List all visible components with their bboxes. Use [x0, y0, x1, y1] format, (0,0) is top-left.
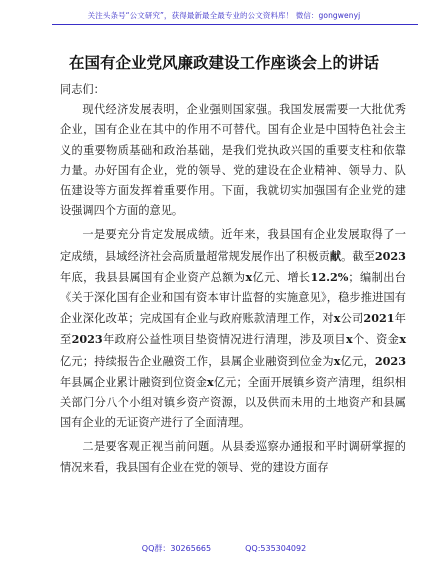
paragraph-text: x	[333, 353, 341, 368]
paragraph-text: 2021	[363, 311, 395, 326]
paragraph-text: 12.2%	[310, 269, 349, 284]
footer	[0, 543, 448, 554]
paragraph-text: 2023	[71, 332, 103, 347]
paragraph	[60, 437, 406, 477]
paragraph-text: 一是要充分肯定发展成绩。近年来，我县国有企业发展取得了一定成绩，县域经济社会高质量超常规发展作出了积极贡	[60, 228, 406, 263]
header-note: 关注头条号“公文研究”，获得最新最全最专业的公文资料库！ 微信：gongwenyj	[87, 11, 361, 20]
paragraph-text: x	[333, 311, 341, 326]
paragraph-text: 献	[329, 248, 342, 263]
header-divider	[52, 24, 418, 25]
paragraph-text: 年政府公益性项目垫资情况进行清理，涉及项目	[102, 333, 346, 347]
paragraph-list	[60, 100, 406, 478]
paragraph-text: 个、资金	[352, 333, 400, 347]
paragraph-text: x	[345, 332, 353, 347]
paragraph-text: 年至	[60, 312, 406, 347]
footer-qq: QQ:535304092	[245, 544, 307, 553]
salutation: 同志们：	[60, 83, 105, 96]
paragraph-text: 亿元，	[340, 354, 375, 368]
paragraph	[60, 225, 406, 433]
footer-qq-group: QQ群：30265665	[141, 544, 212, 553]
document-body	[60, 80, 406, 478]
paragraph-text: 亿元；持续报告企业融资工作，县属企业融资到位金为	[60, 354, 334, 368]
document-title: 在国有企业党风廉政建设工作座谈会上的讲话	[68, 54, 379, 72]
paragraph-text: x	[207, 374, 214, 389]
paragraph-text: 公司	[340, 312, 364, 326]
paragraph-text: 二是要客观正视当前问题。从县委巡察办通报和平时调研掌握的情况来看，我县国有企业在党的领导、党的建设方面存	[60, 440, 406, 474]
paragraph-text: 年县属企业累计融资到位资金	[60, 375, 208, 389]
paragraph-text: ；编制出台《关于深化国有企业和国有资本审计监督的实施意见》，稳步推进国有企业深化改革；完成国有企业与政府账款清理工作，对	[60, 270, 406, 326]
paragraph-text: 亿元、增长	[252, 270, 311, 284]
paragraph-text: 2023	[374, 353, 406, 368]
paragraph-text: x	[399, 332, 406, 347]
paragraph-text: 现代经济发展表明，企业强则国家强。我国发展需要一大批优秀企业，国有企业在其中的作用不可替代。国有企业是中国特色社会主义的重要物质基础和政治基础，是我们党执政兴国的重要支柱和依靠力量。办好国有企业，党的领导、党的建设在企业精神、领导力、队伍建设等方面发挥着重要作用。下面，我就切实加强国有企业党的建设强调四个方面的意见。	[60, 103, 406, 218]
paragraph-text: 。截至	[341, 249, 375, 263]
paragraph-text: x	[245, 269, 253, 284]
paragraph-text: 亿元；全面开展镇乡资产清理，组织相关部门分八个小组对镇乡资产资源，以及供而未用的土地资产和县属国有企业的无证资产进行了全面清理。	[60, 375, 406, 430]
paragraph-text: 年底，我县县属国有企业资产总额为	[60, 270, 246, 284]
paragraph-text: 2023	[374, 248, 406, 263]
paragraph	[60, 100, 406, 221]
